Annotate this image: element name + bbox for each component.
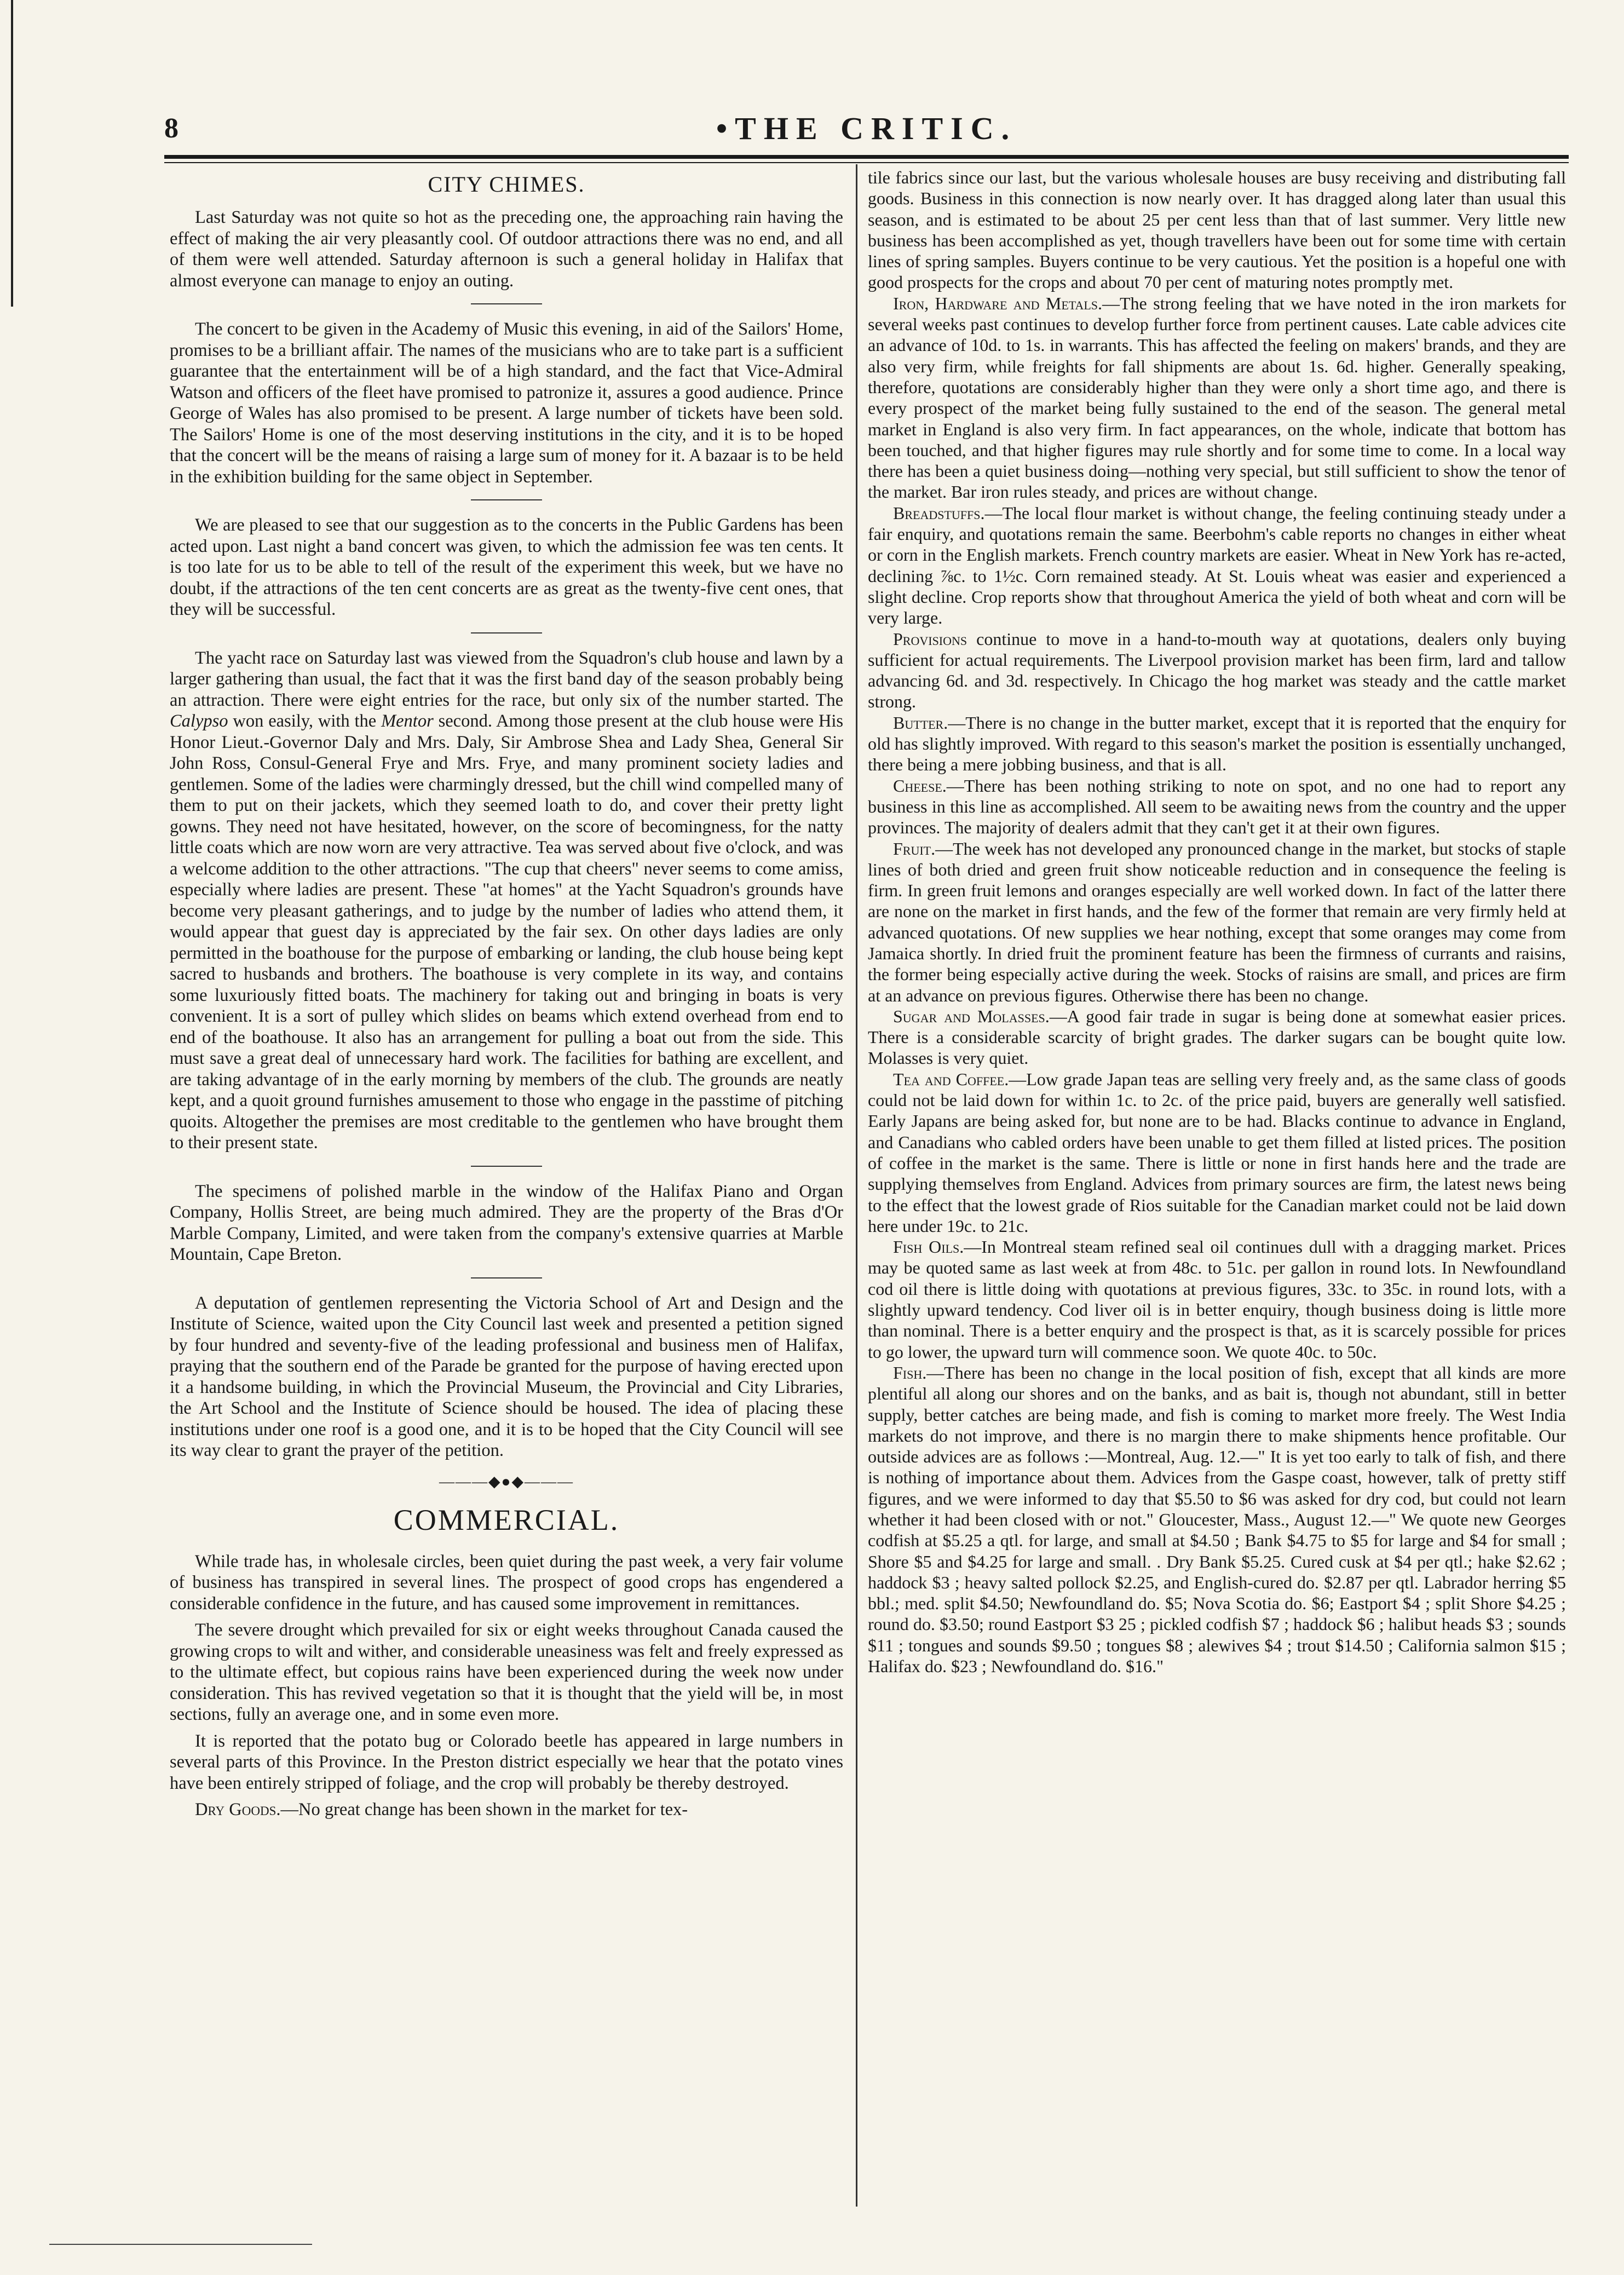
text-run: continue to move in a hand-to-mouth way at quotations, dealers only buying sufficient for actual requirements. The Liverpool provision market has been firm, lard and tallow advancing 6d. and 3d. respectively. In Chicago the hog market was steady and the cattle market strong. — [868, 629, 1566, 712]
text-run: The yacht race on Saturday last was viewed from the Squadron's club house and lawn by a larger gathering than usual, the fact that it was the first band day of the season probably being an attraction. There were eight entries for the race, but only six of the number started. The — [170, 648, 843, 710]
text-run: second. Among those present at the club house were His Honor Lieut.-Governor Daly and Mrs. Daly, Sir Ambrose Shea and Lady Shea, General Sir John Ross, Consul-General Frye and Mrs. Frye, and many prominent society ladies and gentlemen. Some of the ladies were charmingly dressed, but the chill wind compelled many of them to put on their jackets, which they seemed loath to do, and cover their pretty light gowns. They need not have hesitated, however, on the score of becomingness, for the natty little coats which are now worn are very attractive. Tea was served about five o'clock, and was a welcome addition to the other attractions. "The cup that cheers" never seems to come amiss, especially where ladies are present. These "at homes" at the Yacht Squadron's grounds have become very pleasant gatherings, and to judge by the number of ladies who attend them, it would appear that guest day is appreciated by the fair sex. On other days ladies are only permitted in the boathouse for the purpose of embarking or landing, the club house being kept sacred to husbands and brothers. The boathouse is very complete in its way, and contains some luxuriously fitted boats. The machinery for taking out and bringing in boats is very convenient. It is a sort of pulley which slides on beams which extend overhead from end to end of the boathouse. It also has an arrangement for pulling a boat out from the side. This must save a great deal of unnecessary hard work. The facilities for bathing are excellent, and are taking advantage of in the early morning by members of the club. The grounds are neatly kept, and a quoit ground furnishes amusement to those who engage in the passtime of pitching quoits. Altogether the premises are most creditable to the gentlemen who have brought them to their present state. — [170, 711, 843, 1153]
yacht-name: Calypso — [170, 711, 228, 731]
article-paragraph: A deputation of gentlemen representing the Victoria School of Art and Design and the Institute of Science, waited upon the City Council last week and presented a petition signed by four hundred and seventy-five of the leading professional and business men of Halifax, praying that the southern end of the Parade be granted for the purpose of having erected upon it a handsome building, in which the Provincial Museum, the Provincial and City Libraries, the Art School and the Institute of Science should be housed. The idea of placing these institutions under one roof is a good one, and it is to be hoped that the City Council will see its way clear to grant the prayer of the petition. — [170, 1293, 843, 1460]
subhead-provisions: Provisions — [893, 629, 968, 649]
subhead-iron: Iron, Hardware and Metals. — [893, 293, 1102, 313]
subhead-fruit: Fruit. — [893, 838, 936, 859]
article-paragraph — [868, 629, 1566, 712]
text-run: —There has been nothing striking to note on spot, and no one had to report any business in this line as accomplished. All seem to be awaiting news from the country and the upper provinces. The majority of dealers admit that they can't get it at their own figures. — [868, 775, 1566, 838]
bottom-edge-line — [49, 2244, 312, 2245]
subhead-fish-oils: Fish Oils. — [893, 1237, 964, 1257]
article-paragraph: The severe drought which prevailed for six or eight weeks throughout Canada caused the growing crops to wilt and wither, and considerable uneasiness was felt and freely expressed as to the ultimate effect, but copious rains have been experienced during the week now under consideration. This has revived vegetation so that it is thought that the yield will be, in most sections, fully an average one, and in some even more. — [170, 1620, 843, 1724]
ornamental-divider: ———◆●◆——— — [439, 1473, 574, 1490]
text-run: —There is no change in the butter market, except that it is reported that the enquiry for old has slightly improved. With regard to this season's market the position is essentially unchanged, there being a mere jobbing business, and that is all. — [868, 712, 1566, 775]
page-edge-shadow — [11, 0, 13, 307]
header-rule-thin — [164, 162, 1569, 163]
article-paragraph: Last Saturday was not quite so hot as the preceding one, the approaching rain having the effect of making the air very pleasantly cool. Of outdoor attractions there was no end, and all of them were well attended. Saturday afternoon is such a general holiday in Halifax that almost everyone can manage to enjoy an outing. — [170, 208, 843, 291]
text-run: —The strong feeling that we have noted in the iron markets for several weeks past continues to develop further force from pertinent causes. Late cable advices cite an advance of 10d. to 1s. in warrants. This has affected the feeling on makers' brands, and they are also very firm, while freights for fall shipments are about 1s. 6d. higher. Generally speaking, therefore, quotations are considerably higher than they were only a short time ago, and there is every prospect of the market being fully sustained to the end of the season. The general metal market in England is also very firm. In fact appearances, on the whole, indicate that bottom has been touched, and that higher figures may rule shortly and for some time to come. In a local way there has been a quiet business doing—nothing very special, but still sufficient to show the tenor of the market. Bar iron rules steady, and prices are without change. — [868, 293, 1566, 502]
section-separator — [471, 1166, 542, 1167]
article-paragraph — [868, 1236, 1566, 1362]
section-separator — [471, 1277, 542, 1278]
article-paragraph: We are pleased to see that our suggestion as to the concerts in the Public Gardens has been acted upon. Last night a band concert was given, to which the admission fee was ten cents. It is too late for us to be able to tell of the result of the experiment this week, but we have no doubt, if the attractions of the ten cent concerts are as great as the twenty-five cent ones, that they will be successful. — [170, 515, 843, 619]
header-rule-thick — [164, 155, 1569, 159]
text-run: —No great change has been shown in the market for tex- — [280, 1800, 688, 1819]
subhead-dry-goods: Dry Goods. — [195, 1800, 281, 1819]
masthead-title: •THE CRITIC. — [716, 111, 1017, 146]
article-paragraph — [868, 838, 1566, 1006]
city-chimes-heading: CITY CHIMES. — [428, 172, 585, 197]
yacht-name: Mentor — [381, 711, 434, 731]
column-divider — [856, 164, 857, 2207]
article-paragraph — [868, 1362, 1566, 1677]
subhead-butter: Butter. — [893, 712, 948, 733]
text-run: —The week has not developed any pronounced change in the market, but stocks of staple lines of both dried and green fruit show noticeable reduction and in consequence the feeling is firm. In green fruit lemons and oranges especially are well worked down. In fact of the latter there are none on the market in first hands, and the few of the former that remain are very firmly held at advanced quotations. Of new supplies we hear nothing, except that some oranges may come from Jamaica shortly. In dried fruit the prominent feature has been the firmness of currants and raisins, the former being especially active during the week. Stocks of raisins are small, and prices are firm at an advance on previous figures. Otherwise there has been no change. — [868, 838, 1566, 1005]
article-paragraph — [170, 648, 843, 1154]
text-run: —There has been no change in the local position of fish, except that all kinds are more plentiful all along our shores and on the banks, and as bait is, though not abundant, still in better supply, better catches are being made, and fish is coming to market more freely. The West India markets do not improve, and there is no margin there to make shipments hence profitable. Our outside advices are as follows :—Montreal, Aug. 12.—" It is yet too early to talk of fish, and there is nothing of importance about them. Advices from the Gaspe coast, however, talk of pretty stiff figures, and we were informed to day that $5.50 to $6 was asked for dry cod, but could not learn whether it had been closed with or not." Gloucester, Mass., August 12.—" We quote new Georges codfish at $5.25 a qtl. for large, and small at $4.50 ; Bank $4.75 to $5 for large and $4 for small ; Shore $5 and $4.25 for large and small. . Dry Bank $5.25. Cured cusk at $4 per qtl.; hake $2.62 ; haddock $3 ; heavy salted pollock $2.25, and English-cured do. $2.87 per qtl. Labrador herring $5 bbl.; med. split $4.50; Newfoundland do. $5; Nova Scotia do. $6; Eastport $4 ; split Shore $4.25 ; round do. $3.50; round Eastport $3 25 ; pickled codfish $7 ; haddock $6 ; halibut heads $3 ; sounds $11 ; tongues and sounds $9.50 ; tongues $8 ; alewives $4 ; trout $14.50 ; California salmon $15 ; Halifax do. $23 ; Newfoundland do. $16." — [868, 1362, 1566, 1677]
right-column — [868, 167, 1566, 1677]
subhead-fish: Fish. — [893, 1362, 927, 1383]
article-paragraph — [170, 1799, 843, 1821]
text-run: —A good fair trade in sugar is being done at somewhat easier prices. There is a considerable scarcity of bright grades. The darker sugars can be bought quite low. Molasses is very quiet. — [868, 1006, 1566, 1068]
article-paragraph — [868, 775, 1566, 838]
subhead-breadstuffs: Breadstuffs. — [893, 503, 985, 523]
article-paragraph — [868, 293, 1566, 503]
article-paragraph — [868, 1069, 1566, 1236]
article-paragraph — [868, 1006, 1566, 1069]
article-paragraph: It is reported that the potato bug or Colorado beetle has appeared in large numbers in several parts of this Province. In the Preston district especially we hear that the potato vines have been entirely stripped of foliage, and the crop will probably be thereby destroyed. — [170, 1731, 843, 1793]
subhead-tea: Tea and Coffee. — [893, 1069, 1009, 1089]
article-paragraph: While trade has, in wholesale circles, been quiet during the past week, a very fair volume of business has transpired in several lines. The prospect of good crops has engendered a considerable confidence in the future, and has caused some improvement in remittances. — [170, 1551, 843, 1614]
section-separator — [471, 499, 542, 500]
text-run: won easily, with the — [228, 711, 382, 731]
left-column — [170, 167, 843, 1826]
subhead-sugar: Sugar and Molasses. — [893, 1006, 1050, 1026]
text-run: —In Montreal steam refined seal oil continues dull with a dragging market. Prices may be quoted same as last week at from 48c. to 51c. per gallon in round lots. In Newfoundland cod oil there is little doing with quotations at previous figures, 33c. to 35c. in round lots, with a slightly upward tendency. Cod liver oil is in better enquiry, though business doing is little more than nominal. There is a better enquiry and the prospect is that, as it is scarcely possible for prices to go lower, the upward turn will commence soon. We quote 40c. to 50c. — [868, 1237, 1566, 1362]
text-run: —The local flour market is without change, the feeling continuing steady under a fair enquiry, and quotations remain the same. Beerbohm's cable reports no changes in either wheat or corn in the English markets. French country markets are easier. Wheat in New York has re-acted, declining ⅞c. to 1½c. Corn remained steady. At St. Louis wheat was easier and experienced a slight decline. Crop reports show that throughout America the yield of both wheat and corn will be very large. — [868, 503, 1566, 628]
page-header — [164, 112, 1569, 151]
article-paragraph — [868, 503, 1566, 629]
subhead-cheese: Cheese. — [893, 775, 947, 796]
section-separator — [471, 632, 542, 633]
article-paragraph: tile fabrics since our last, but the various wholesale houses are busy receiving and distributing fall goods. Business in this connection is now nearly over. It has dragged along later than usual this season, and is estimated to be about 25 per cent less than that of last summer. Very little new business has been accomplished as yet, though travellers have been out for some time with certain lines of spring samples. Buyers continue to be very cautious. Yet the position is a hopeful one with good prospects for the crops and about 70 per cent of maturing notes promptly met. — [868, 168, 1566, 292]
section-separator — [471, 303, 542, 304]
commercial-heading: COMMERCIAL. — [393, 1503, 620, 1536]
text-run: —Low grade Japan teas are selling very freely and, as the same class of goods could not be laid down for within 1c. to 2c. of the price paid, buyers are generally well satisfied. Early Japans are being asked for, but none are to be had. Blacks continue to advance in England, and Canadians who cabled orders have been unable to get them filled at listed prices. The position of coffee in the market is the same. There is little or none in first hands here and the trade are supplying themselves from England. Advices from primary sources are firm, the latest news being to the effect that the lowest grade of Rios suitable for the Canadian market could not be laid down here under 19c. to 21c. — [868, 1069, 1566, 1236]
article-paragraph — [868, 712, 1566, 775]
page-number: 8 — [164, 113, 178, 144]
article-paragraph: The concert to be given in the Academy of Music this evening, in aid of the Sailors' Home, promises to be a brilliant affair. The names of the musicians who are to take part is a sufficient guarantee that the entertainment will be of a high standard, and the fact that Vice-Admiral Watson and officers of the fleet have promised to patronize it, assures a good audience. Prince George of Wales has also promised to be present. A large number of tickets have been sold. The Sailors' Home is one of the most deserving institutions in the city, and it is to be hoped that the concert will be the means of raising a large sum of money for it. A bazaar is to be held in the exhibition building for the same object in September. — [170, 319, 843, 487]
article-paragraph: The specimens of polished marble in the window of the Halifax Piano and Organ Company, Hollis Street, are being much admired. They are the property of the Bras d'Or Marble Company, Limited, and were taken from the company's extensive quarries at Marble Mountain, Cape Breton. — [170, 1181, 843, 1264]
